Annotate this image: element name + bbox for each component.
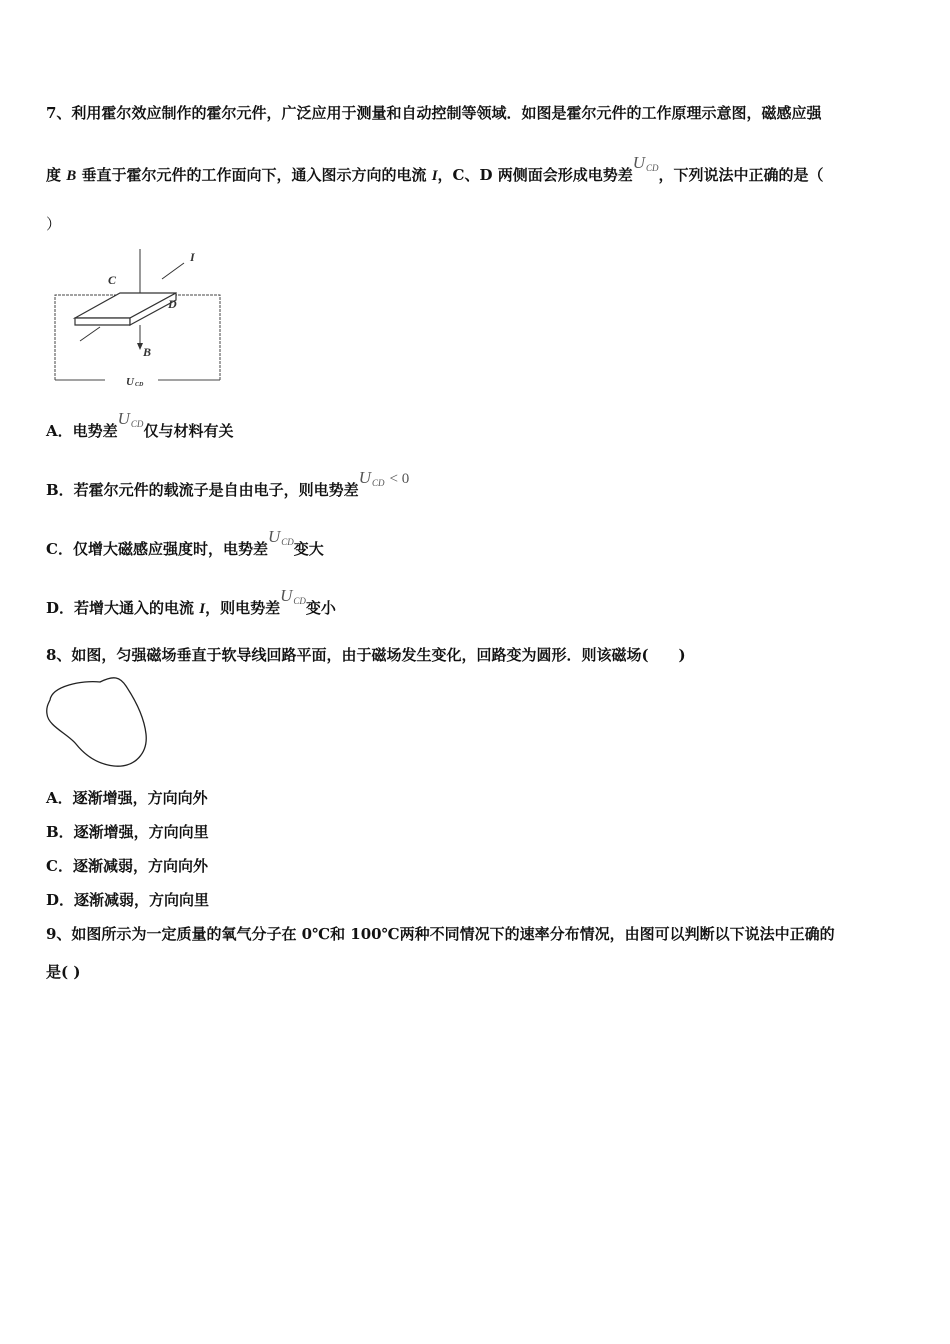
label-U: U [126,376,134,388]
q7-text: 度 [46,166,67,184]
q8-option-a: A．逐渐增强，方向向外 [46,789,208,807]
label-B: B [143,345,152,359]
q7-var-B: B [66,168,77,184]
q7-var-I: I [431,168,438,184]
q7-option-a: A．电势差$U_{CD}$仅与材料有关 [46,409,234,440]
wire-loop-figure [42,672,152,770]
q7-math-ucd: $U_{CD}$ [117,409,144,429]
label-I: I [190,250,195,264]
q7-math-ucd-lt0: $U_{CD} < 0$ [358,468,410,488]
q9-stem-line2: 是( ) [46,963,81,981]
label-C: C [108,273,117,287]
q7-stem-line3: ） [46,215,62,233]
q7-math-ucd: $U_{CD}$ [267,527,294,547]
q7-stem-line1: 7、利用霍尔效应制作的霍尔元件，广泛应用于测量和自动控制等领域．如图是霍尔元件的工作原理示意图，磁感应强 [46,104,822,122]
q7-option-c: C．仅增大磁感应强度时，电势差$U_{CD}$变大 [46,527,324,558]
q7-stem-line2 [46,153,824,185]
q7-math-ucd: $U_{CD}$ [632,153,659,173]
q7-text: ，C、D 两侧面会形成电势差 [437,166,633,184]
q9-stem-line1: 9、如图所示为一定质量的氧气分子在 0℃和 100℃两种不同情况下的速率分布情况，由图可以判断以下说法中正确的 [46,925,835,943]
q7-text: 垂直于霍尔元件的工作面向下，通入图示方向的电流 [76,166,432,184]
q7-option-b: B．若霍尔元件的载流子是自由电子，则电势差$U_{CD} < 0$ [46,468,410,499]
label-D: D [168,297,177,311]
q8-stem: 8、如图，匀强磁场垂直于软导线回路平面，由于磁场发生变化，回路变为圆形．则该磁场( ) [46,646,686,664]
label-U-sub: CD [135,382,144,388]
q7-math-ucd: $U_{CD}$ [280,586,306,606]
q7-text: ，下列说法中正确的是（ [658,166,824,184]
q8-option-d: D．逐渐减弱，方向向里 [46,891,210,909]
q8-option-b: B．逐渐增强，方向向里 [46,823,209,841]
q7-option-d: D．若增大通入的电流 I，则电势差$U_{CD}$变小 [46,586,336,617]
hall-element-figure [50,245,230,390]
q8-option-c: C．逐渐减弱，方向向外 [46,857,208,875]
